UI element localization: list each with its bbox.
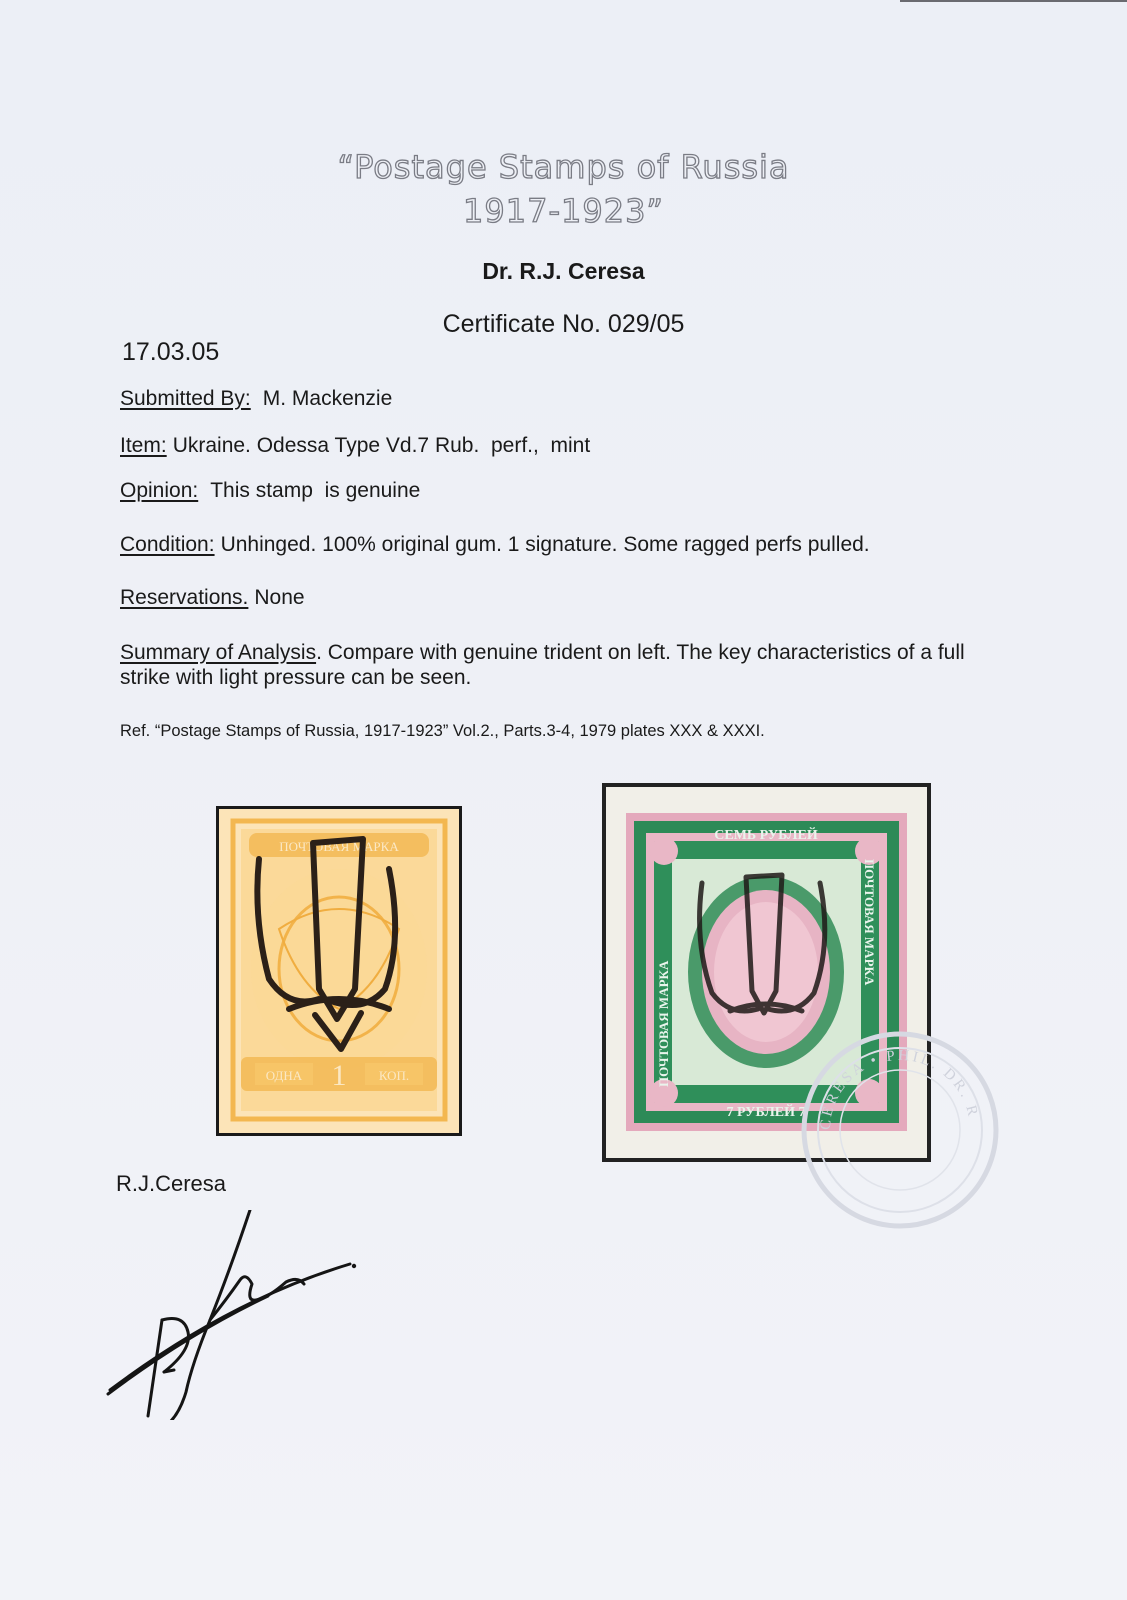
- handwritten-signature-icon: [100, 1210, 380, 1420]
- item-value: Ukraine. Odessa Type Vd.7 Rub. perf., mint: [172, 434, 591, 457]
- embossed-seal-icon: [795, 1025, 1005, 1235]
- opinion-field: [120, 479, 420, 503]
- reference-note: Ref. “Postage Stamps of Russia, 1917-1923” Vol.2., Parts.3-4, 1979 plates XXX & XXXI.: [120, 722, 765, 740]
- stamp-right-side-text-left: ПОЧТОВАЯ МАРКА: [656, 960, 671, 1087]
- stamp-left-value-right: КОП.: [378, 1068, 410, 1083]
- reference-stamp-image: [216, 806, 462, 1136]
- stamp-left-value-left: ОДНА: [265, 1068, 303, 1083]
- stamp-left-value-center: 1: [331, 1059, 347, 1092]
- title-line-1: “Postage Stamps of Russia: [337, 148, 790, 186]
- stamp-right-side-text-right: ПОЧТОВАЯ МАРКА: [862, 859, 877, 986]
- summary-label: Summary of Analysis: [120, 641, 317, 664]
- summary-field: [120, 640, 1000, 690]
- reservations-label: Reservations.: [120, 586, 249, 609]
- item-field: [120, 434, 590, 458]
- stamp-left-top-text: ПОЧТОВАЯ МАРКА: [279, 839, 399, 854]
- submitted-by-label: Submitted By:: [120, 387, 251, 410]
- seal-text: CERESA • PHIL. DR. R: [817, 1047, 982, 1131]
- signer-name: R.J.Ceresa: [116, 1171, 227, 1196]
- item-label: Item:: [120, 434, 167, 457]
- submitted-by-value: M. Mackenzie: [262, 387, 393, 410]
- title-line-2: 1917-1923”: [463, 192, 664, 230]
- condition-label: Condition:: [120, 533, 215, 556]
- stamp-right-bottom-text: 7 РУБЛЕЙ 7: [726, 1105, 806, 1120]
- reference-stamp-graphic: [219, 809, 459, 1133]
- expert-name: Dr. R.J. Ceresa: [482, 258, 645, 284]
- opinion-value: This stamp is genuine: [210, 479, 421, 502]
- certificate-date: 17.03.05: [122, 338, 220, 366]
- opinion-label: Opinion:: [120, 479, 199, 502]
- condition-value: Unhinged. 100% original gum. 1 signature. Some ragged perfs pulled.: [220, 533, 870, 556]
- reservations-field: [120, 586, 305, 610]
- scan-edge-line: [900, 0, 1127, 2]
- svg-text:CERESA • PHIL. DR. R: [818, 1048, 981, 1131]
- reservations-value: None: [254, 586, 305, 609]
- certificate-number: Certificate No. 029/05: [442, 310, 685, 338]
- condition-field: [120, 533, 870, 557]
- stamp-right-top-text: СЕМЬ РУБЛЕЙ: [714, 828, 818, 843]
- summary-value: . Compare with genuine trident on left. The key characteristics of a full strike with light pressure can be seen.: [120, 641, 965, 689]
- submitted-by-field: [120, 387, 392, 411]
